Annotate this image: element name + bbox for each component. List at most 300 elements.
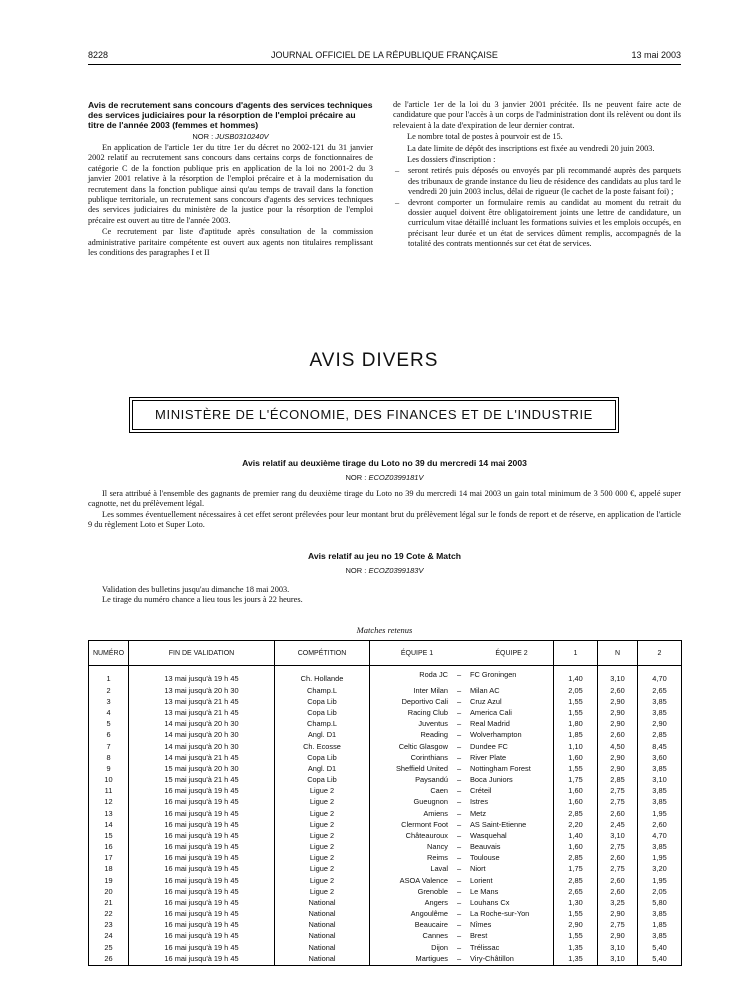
header-fin-validation: FIN DE VALIDATION [129, 641, 275, 666]
odds-2: 3,10 [638, 775, 682, 786]
team-separator: – [456, 875, 462, 885]
validation-end: 16 mai jusqu'à 19 h 45 [129, 931, 275, 942]
odds-2: 5,80 [638, 898, 682, 909]
odds-n: 2,60 [598, 685, 638, 696]
team-separator: – [456, 730, 462, 740]
team-2: Metz [470, 808, 487, 818]
teams-cell [370, 920, 554, 931]
odds-n: 3,10 [598, 831, 638, 842]
matches-table [88, 640, 682, 966]
team-2: AS Saint-Etienne [470, 819, 527, 829]
team-2: Istres [470, 797, 489, 807]
odds-n: 2,90 [598, 708, 638, 719]
teams-cell [370, 719, 554, 730]
odds-2: 8,45 [638, 741, 682, 752]
odds-2: 2,85 [638, 730, 682, 741]
recruitment-para-2: Ce recrutement par liste d'aptitude après consultation de la commission administrative paritaire compétente est ouvert aux agents non titulaires remplissant les conditions des paragraphes I et II [88, 227, 373, 258]
table-row [89, 719, 682, 730]
team-1: Clermont Foot [401, 819, 448, 829]
odds-n: 3,10 [598, 666, 638, 686]
odds-1: 1,85 [554, 730, 598, 741]
teams-cell [370, 853, 554, 864]
competition: Ch. Hollande [275, 666, 370, 686]
validation-end: 16 mai jusqu'à 19 h 45 [129, 831, 275, 842]
recruitment-notice-left [88, 100, 373, 259]
team-2: River Plate [470, 752, 507, 762]
team-1: Angoulême [410, 909, 448, 919]
table-row [89, 931, 682, 942]
team-separator: – [456, 708, 462, 717]
header-numero: NUMÉRO [89, 641, 129, 666]
table-row [89, 831, 682, 842]
header-odds-1: 1 [554, 641, 598, 666]
match-number: 7 [89, 741, 129, 752]
team-separator: – [456, 942, 462, 952]
team-separator: – [456, 830, 462, 840]
recruitment-para-4: Le nombre total de postes à pourvoir est de 15. [407, 132, 563, 142]
competition: Champ.L [275, 685, 370, 696]
recruitment-para-5: La date limite de dépôt des inscriptions est fixée au vendredi 20 juin 2003. [407, 143, 655, 153]
recruitment-list [393, 166, 681, 249]
table-row [89, 685, 682, 696]
cote-match-para-1: Validation des bulletins jusqu'au dimanche 18 mai 2003. [102, 585, 290, 594]
odds-2: 4,70 [638, 831, 682, 842]
match-number: 14 [89, 820, 129, 831]
team-1: Gueugnon [413, 797, 448, 807]
odds-2: 2,60 [638, 820, 682, 831]
match-number: 18 [89, 864, 129, 875]
odds-n: 2,90 [598, 764, 638, 775]
match-number: 2 [89, 685, 129, 696]
issue-date: 13 mai 2003 [631, 50, 681, 60]
cote-match-nor: NOR : ECOZ0399183V [345, 566, 424, 575]
table-row [89, 820, 682, 831]
team-2: Wasquehal [470, 830, 507, 840]
table-row [89, 764, 682, 775]
team-separator: – [456, 897, 462, 907]
odds-1: 1,60 [554, 753, 598, 764]
odds-n: 3,10 [598, 942, 638, 953]
odds-2: 3,85 [638, 697, 682, 708]
competition: Copa Lib [275, 775, 370, 786]
team-1: ASOA Valence [399, 875, 448, 885]
team-2: La Roche-sur-Yon [470, 909, 530, 919]
cote-match-para-2: Le tirage du numéro chance a lieu tous les jours à 22 heures. [102, 595, 303, 605]
cote-match-body [88, 585, 681, 606]
validation-end: 16 mai jusqu'à 19 h 45 [129, 786, 275, 797]
table-row [89, 954, 682, 966]
odds-n: 2,75 [598, 797, 638, 808]
competition: Ligue 2 [275, 797, 370, 808]
team-2: Dundee FC [470, 741, 508, 751]
teams-cell [370, 808, 554, 819]
odds-2: 3,85 [638, 797, 682, 808]
competition: National [275, 909, 370, 920]
teams-cell [370, 898, 554, 909]
odds-n: 2,75 [598, 786, 638, 797]
match-number: 17 [89, 853, 129, 864]
odds-1: 1,55 [554, 931, 598, 942]
match-number: 24 [89, 931, 129, 942]
team-1: Caen [430, 786, 448, 796]
team-2: Boca Juniors [470, 775, 513, 785]
recruitment-para-6: Les dossiers d'inscription : [407, 155, 496, 165]
table-row [89, 898, 682, 909]
team-separator: – [456, 853, 462, 863]
odds-2: 1,95 [638, 808, 682, 819]
team-1: Dijon [431, 942, 448, 952]
competition: Ligue 2 [275, 853, 370, 864]
table-row [89, 730, 682, 741]
matches-caption: Matches retenus [356, 625, 413, 635]
validation-end: 16 mai jusqu'à 19 h 45 [129, 898, 275, 909]
odds-1: 1,30 [554, 898, 598, 909]
odds-2: 3,85 [638, 842, 682, 853]
team-1: Deportivo Cali [401, 696, 448, 706]
odds-1: 2,20 [554, 820, 598, 831]
competition: National [275, 898, 370, 909]
team-2: America Cali [470, 708, 512, 717]
teams-cell [370, 786, 554, 797]
team-separator: – [456, 685, 462, 695]
team-2: Wolverhampton [470, 730, 522, 740]
recruitment-bullet-2: – devront comporter un formulaire remis au candidat au moment du retrait du dossier auquel doivent être obligatoirement joints une lettre de candidature, un curriculum vitae détaillé incluant les formations suivies et les emplois occupés, en précisant leur durée et un état de services dûment remplis, accompagnés de la totalité des contrats mentionnés sur cet état de services. [393, 198, 681, 250]
competition: Ligue 2 [275, 831, 370, 842]
table-row [89, 697, 682, 708]
odds-n: 2,60 [598, 887, 638, 898]
odds-2: 3,20 [638, 864, 682, 875]
team-2: Louhans Cx [470, 897, 510, 907]
validation-end: 15 mai jusqu'à 20 h 30 [129, 764, 275, 775]
odds-2: 3,60 [638, 753, 682, 764]
team-1: Angers [424, 897, 448, 907]
competition: Ligue 2 [275, 842, 370, 853]
team-separator: – [456, 670, 462, 680]
odds-1: 1,55 [554, 708, 598, 719]
validation-end: 16 mai jusqu'à 19 h 45 [129, 954, 275, 966]
match-number: 21 [89, 898, 129, 909]
table-row [89, 853, 682, 864]
teams-cell [370, 666, 554, 686]
odds-n: 2,60 [598, 730, 638, 741]
odds-n: 3,25 [598, 898, 638, 909]
team-separator: – [456, 886, 462, 896]
odds-n: 2,90 [598, 909, 638, 920]
validation-end: 16 mai jusqu'à 19 h 45 [129, 864, 275, 875]
teams-cell [370, 797, 554, 808]
table-row [89, 666, 682, 686]
teams-cell [370, 909, 554, 920]
competition: Ligue 2 [275, 820, 370, 831]
odds-1: 2,05 [554, 685, 598, 696]
match-number: 20 [89, 887, 129, 898]
teams-cell [370, 685, 554, 696]
odds-1: 1,35 [554, 942, 598, 953]
validation-end: 16 mai jusqu'à 19 h 45 [129, 887, 275, 898]
odds-2: 5,40 [638, 954, 682, 966]
teams-cell [370, 875, 554, 886]
match-number: 3 [89, 697, 129, 708]
team-1: Beaucaire [414, 920, 448, 930]
validation-end: 16 mai jusqu'à 19 h 45 [129, 853, 275, 864]
team-separator: – [456, 763, 462, 773]
odds-2: 1,95 [638, 853, 682, 864]
team-separator: – [456, 864, 462, 874]
odds-1: 2,90 [554, 920, 598, 931]
cote-match-title: Avis relatif au jeu no 19 Cote & Match [308, 551, 461, 561]
section-heading: AVIS DIVERS [309, 350, 439, 371]
recruitment-para-3: de l'article 1er de la loi du 3 janvier 2001 précitée. Ils ne peuvent faire acte de candidature que pour l'accès à un corps de l'administration dont ils relèvent ou dont ils relevaient à la date d'expiration de leur dernier contrat. [393, 100, 681, 130]
match-number: 1 [89, 666, 129, 686]
team-2: Brest [470, 931, 488, 941]
odds-2: 3,85 [638, 931, 682, 942]
odds-n: 2,45 [598, 820, 638, 831]
validation-end: 14 mai jusqu'à 20 h 30 [129, 719, 275, 730]
team-1: Racing Club [407, 708, 448, 717]
team-separator: – [456, 909, 462, 919]
teams-cell [370, 942, 554, 953]
odds-2: 2,90 [638, 719, 682, 730]
validation-end: 14 mai jusqu'à 21 h 45 [129, 753, 275, 764]
validation-end: 13 mai jusqu'à 21 h 45 [129, 708, 275, 719]
odds-1: 1,75 [554, 775, 598, 786]
loto-para-2: Les sommes éventuellement nécessaires à cet effet seront prélevées pour leur montant brut du prélèvement légal sur le fonds de report et de réserve, en application de l'article 9 du règlement Loto et Super Loto. [88, 509, 681, 530]
team-1: Juventus [418, 719, 448, 729]
recruitment-title: Avis de recrutement sans concours d'agents des services techniques des services judiciaires pour la résorption de l'emploi précaire au titre de l'année 2003 (femmes et hommes) [88, 100, 373, 131]
odds-1: 2,85 [554, 808, 598, 819]
odds-1: 2,85 [554, 875, 598, 886]
odds-n: 4,50 [598, 741, 638, 752]
teams-cell [370, 831, 554, 842]
odds-1: 1,35 [554, 954, 598, 966]
team-2: Trélissac [470, 942, 500, 952]
odds-n: 2,60 [598, 853, 638, 864]
competition: Ligue 2 [275, 887, 370, 898]
competition: Ligue 2 [275, 786, 370, 797]
table-row [89, 942, 682, 953]
odds-2: 5,40 [638, 942, 682, 953]
validation-end: 15 mai jusqu'à 21 h 45 [129, 775, 275, 786]
recruitment-nor: NOR : JUSB0310240V [192, 131, 269, 141]
odds-n: 2,75 [598, 864, 638, 875]
competition: Angl. D1 [275, 764, 370, 775]
recruitment-notice-right [393, 100, 681, 250]
team-1: Nancy [427, 842, 448, 852]
odds-1: 1,55 [554, 909, 598, 920]
teams-cell [370, 753, 554, 764]
teams-cell [370, 730, 554, 741]
validation-end: 13 mai jusqu'à 19 h 45 [129, 666, 275, 686]
teams-cell [370, 764, 554, 775]
match-number: 15 [89, 831, 129, 842]
table-row [89, 864, 682, 875]
competition: Ligue 2 [275, 808, 370, 819]
odds-n: 2,85 [598, 775, 638, 786]
odds-2: 3,85 [638, 764, 682, 775]
odds-n: 2,75 [598, 842, 638, 853]
odds-1: 2,85 [554, 853, 598, 864]
competition: Copa Lib [275, 697, 370, 708]
ministry-name: MINISTÈRE DE L'ÉCONOMIE, DES FINANCES ET DE L'INDUSTRIE [155, 407, 593, 422]
odds-2: 2,65 [638, 685, 682, 696]
validation-end: 16 mai jusqu'à 19 h 45 [129, 820, 275, 831]
team-2: FC Groningen [470, 670, 517, 680]
teams-cell [370, 741, 554, 752]
odds-n: 3,10 [598, 954, 638, 966]
team-2: Lorient [470, 875, 493, 885]
team-2: Nîmes [470, 920, 492, 930]
team-1: Corinthians [410, 752, 448, 762]
match-number: 23 [89, 920, 129, 931]
odds-n: 2,90 [598, 719, 638, 730]
match-number: 22 [89, 909, 129, 920]
validation-end: 16 mai jusqu'à 19 h 45 [129, 909, 275, 920]
match-number: 19 [89, 875, 129, 886]
team-2: Beauvais [470, 842, 501, 852]
odds-1: 1,10 [554, 741, 598, 752]
team-2: Viry-Châtillon [470, 953, 514, 963]
validation-end: 13 mai jusqu'à 21 h 45 [129, 697, 275, 708]
table-row [89, 775, 682, 786]
validation-end: 16 mai jusqu'à 19 h 45 [129, 875, 275, 886]
odds-1: 1,60 [554, 797, 598, 808]
team-2: Toulouse [470, 853, 500, 863]
validation-end: 14 mai jusqu'à 20 h 30 [129, 730, 275, 741]
table-header-row [89, 641, 682, 666]
teams-cell [370, 775, 554, 786]
validation-end: 16 mai jusqu'à 19 h 45 [129, 808, 275, 819]
table-row [89, 920, 682, 931]
odds-1: 1,80 [554, 719, 598, 730]
matches-body [89, 666, 682, 966]
teams-cell [370, 887, 554, 898]
team-separator: – [456, 808, 462, 818]
odds-n: 2,60 [598, 808, 638, 819]
team-separator: – [456, 931, 462, 941]
match-number: 26 [89, 954, 129, 966]
recruitment-bullet-1: – seront retirés puis déposés ou envoyés par pli recommandé auprès des parquets des tribunaux de grande instance du lieu de résidence des candidats au plus tard le vendredi 20 juin 2003 inclus, délai de rigueur (le cachet de la poste faisant foi) ; [393, 166, 681, 197]
match-number: 8 [89, 753, 129, 764]
odds-n: 2,75 [598, 920, 638, 931]
odds-1: 1,60 [554, 842, 598, 853]
header-equipes: ÉQUIPE 1 ÉQUIPE 2 [370, 641, 554, 666]
team-2: Créteil [470, 786, 492, 796]
team-2: Milan AC [470, 685, 500, 695]
odds-2: 4,70 [638, 666, 682, 686]
match-number: 10 [89, 775, 129, 786]
match-number: 9 [89, 764, 129, 775]
competition: Ligue 2 [275, 864, 370, 875]
team-1: Roda JC [419, 670, 448, 680]
competition: National [275, 931, 370, 942]
match-number: 12 [89, 797, 129, 808]
teams-cell [370, 842, 554, 853]
header-competition: COMPÉTITION [275, 641, 370, 666]
odds-2: 1,95 [638, 875, 682, 886]
header-rule [88, 64, 681, 65]
team-1: Grenoble [417, 886, 448, 896]
team-separator: – [456, 819, 462, 829]
team-separator: – [456, 775, 462, 785]
competition: Champ.L [275, 719, 370, 730]
competition: Angl. D1 [275, 730, 370, 741]
odds-1: 2,65 [554, 887, 598, 898]
team-separator: – [456, 719, 462, 729]
team-1: Martigues [415, 953, 448, 963]
validation-end: 16 mai jusqu'à 19 h 45 [129, 842, 275, 853]
match-number: 11 [89, 786, 129, 797]
odds-2: 2,05 [638, 887, 682, 898]
team-2: Real Madrid [470, 719, 510, 729]
odds-1: 1,40 [554, 831, 598, 842]
table-row [89, 708, 682, 719]
team-separator: – [456, 920, 462, 930]
competition: National [275, 920, 370, 931]
team-2: Cruz Azul [470, 696, 502, 706]
team-2: Niort [470, 864, 486, 874]
table-row [89, 875, 682, 886]
odds-n: 2,90 [598, 931, 638, 942]
team-2: Nottingham Forest [470, 763, 531, 773]
loto-title: Avis relatif au deuxième tirage du Loto no 39 du mercredi 14 mai 2003 [242, 458, 527, 468]
header-odds-2: 2 [638, 641, 682, 666]
team-separator: – [456, 842, 462, 852]
odds-1: 1,55 [554, 764, 598, 775]
team-separator: – [456, 741, 462, 751]
match-number: 16 [89, 842, 129, 853]
match-number: 13 [89, 808, 129, 819]
odds-1: 1,75 [554, 864, 598, 875]
team-1: Châteauroux [405, 830, 448, 840]
match-number: 6 [89, 730, 129, 741]
table-row [89, 842, 682, 853]
team-separator: – [456, 786, 462, 796]
competition: National [275, 954, 370, 966]
table-row [89, 797, 682, 808]
team-1: Paysandú [415, 775, 448, 785]
validation-end: 16 mai jusqu'à 19 h 45 [129, 920, 275, 931]
table-row [89, 887, 682, 898]
teams-cell [370, 708, 554, 719]
competition: National [275, 942, 370, 953]
teams-cell [370, 697, 554, 708]
teams-cell [370, 864, 554, 875]
odds-1: 1,60 [554, 786, 598, 797]
odds-2: 3,85 [638, 708, 682, 719]
table-row [89, 909, 682, 920]
odds-2: 1,85 [638, 920, 682, 931]
odds-n: 2,90 [598, 753, 638, 764]
team-1: Reading [420, 730, 448, 740]
loto-body [88, 489, 681, 531]
odds-1: 1,55 [554, 697, 598, 708]
teams-cell [370, 931, 554, 942]
competition: Ligue 2 [275, 875, 370, 886]
validation-end: 13 mai jusqu'à 20 h 30 [129, 685, 275, 696]
validation-end: 16 mai jusqu'à 19 h 45 [129, 797, 275, 808]
teams-cell [370, 954, 554, 966]
odds-n: 2,90 [598, 697, 638, 708]
competition: Copa Lib [275, 753, 370, 764]
loto-para-1: Il sera attribué à l'ensemble des gagnants de premier rang du deuxième tirage du Loto no 39 du mercredi 14 mai 2003 un gain total minimum de 3 500 000 €, appelé super cagnotte, net du prélèvement légal. [88, 489, 681, 509]
validation-end: 14 mai jusqu'à 20 h 30 [129, 741, 275, 752]
odds-2: 3,85 [638, 909, 682, 920]
competition: Copa Lib [275, 708, 370, 719]
page-number: 8228 [88, 50, 109, 60]
team-1: Celtic Glasgow [398, 741, 448, 751]
team-separator: – [456, 752, 462, 762]
team-separator: – [456, 797, 462, 807]
